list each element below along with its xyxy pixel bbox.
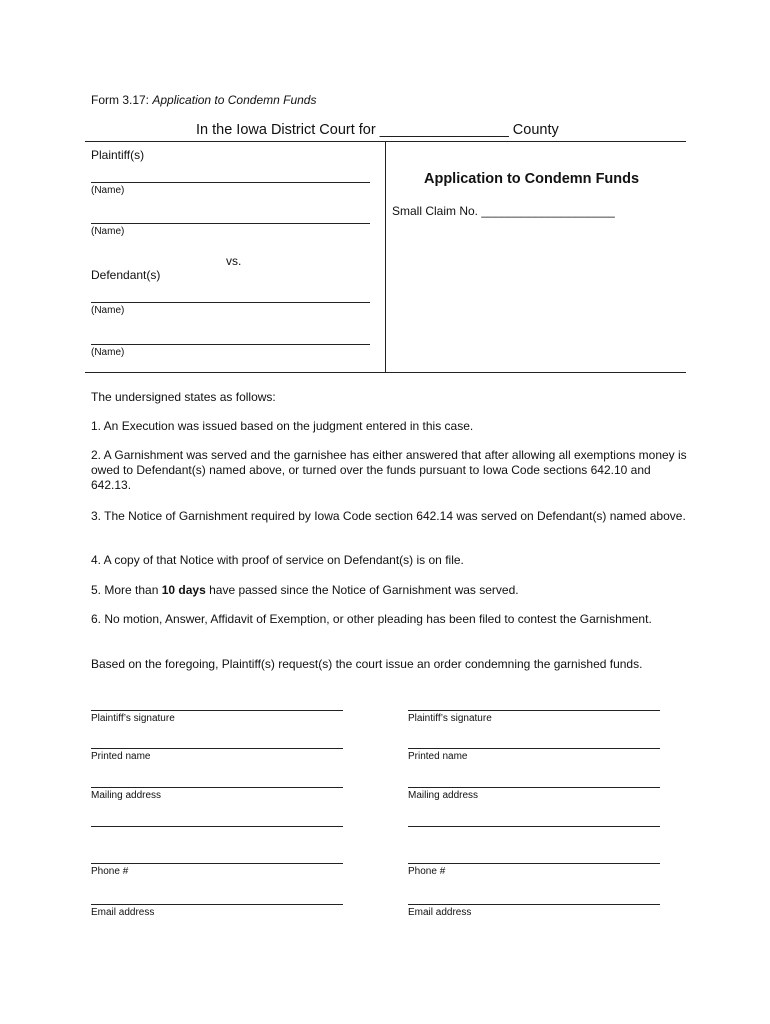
printed-name-line-left[interactable] — [91, 748, 343, 749]
defendant-label: Defendant(s) — [91, 268, 161, 282]
phone-line-left[interactable] — [91, 863, 343, 864]
intro-text: The undersigned states as follows: — [91, 390, 276, 404]
phone-line-right[interactable] — [408, 863, 660, 864]
form-number-title — [91, 93, 316, 107]
printed-name-caption-right: Printed name — [408, 751, 468, 762]
caption-bottom-rule — [85, 372, 686, 373]
printed-name-caption-left: Printed name — [91, 751, 151, 762]
form-number: Form 3.17: — [91, 93, 150, 107]
name-caption: (Name) — [91, 347, 125, 358]
plaintiff-label: Plaintiff(s) — [91, 148, 145, 162]
caption-divider — [385, 141, 386, 373]
paragraph-4: 4. A copy of that Notice with proof of service on Defendant(s) is on file. — [91, 553, 464, 567]
paragraph-5 — [91, 583, 691, 598]
defendant-name-line-1[interactable] — [91, 302, 370, 303]
plaintiff-name-line-2[interactable] — [91, 223, 370, 224]
mailing-address-line-2-right[interactable] — [408, 826, 660, 827]
form-title: Application to Condemn Funds — [152, 93, 317, 107]
mailing-address-line-2-left[interactable] — [91, 826, 343, 827]
application-title: Application to Condemn Funds — [424, 171, 640, 187]
email-line-left[interactable] — [91, 904, 343, 905]
plaintiff-name-line-1[interactable] — [91, 182, 370, 183]
paragraph-6: 6. No motion, Answer, Affidavit of Exemption, or other pleading has been filed to contest the Garnishment. — [91, 612, 652, 626]
email-caption-left: Email address — [91, 907, 155, 918]
signature-line-right[interactable] — [408, 710, 660, 711]
signature-caption-right: Plaintiff’s signature — [408, 713, 492, 724]
name-caption: (Name) — [91, 185, 125, 196]
email-caption-right: Email address — [408, 907, 472, 918]
paragraph-2: 2. A Garnishment was served and the garnishee has either answered that after allowing all exemptions money is owed to Defendant(s) named above, or turned over the funds pursuant to Iowa Code sections 642.10 and 642.13. — [91, 448, 687, 492]
paragraph-1: 1. An Execution was issued based on the judgment entered in this case. — [91, 419, 474, 433]
name-caption: (Name) — [91, 226, 125, 237]
small-claim-number-field[interactable]: Small Claim No. ____________________ — [392, 204, 615, 218]
signature-line-left[interactable] — [91, 710, 343, 711]
mailing-address-caption-right: Mailing address — [408, 790, 479, 801]
signature-caption-left: Plaintiff’s signature — [91, 713, 175, 724]
paragraph-5-post: have passed since the Notice of Garnishment was served. — [205, 583, 519, 597]
paragraph-5-bold: 10 days — [161, 583, 206, 597]
defendant-name-line-2[interactable] — [91, 344, 370, 345]
phone-caption-right: Phone # — [408, 866, 446, 877]
mailing-address-caption-left: Mailing address — [91, 790, 162, 801]
name-caption: (Name) — [91, 305, 125, 316]
mailing-address-line-right[interactable] — [408, 787, 660, 788]
phone-caption-left: Phone # — [91, 866, 129, 877]
conclusion-text: Based on the foregoing, Plaintiff(s) request(s) the court issue an order condemning the garnished funds. — [91, 657, 643, 671]
vs-label: vs. — [226, 254, 242, 268]
paragraph-3: 3. The Notice of Garnishment required by Iowa Code section 642.14 was served on Defendant(s) named above. — [91, 509, 686, 523]
paragraph-5-pre: 5. More than — [91, 583, 162, 597]
printed-name-line-right[interactable] — [408, 748, 660, 749]
email-line-right[interactable] — [408, 904, 660, 905]
mailing-address-line-left[interactable] — [91, 787, 343, 788]
court-line: In the Iowa District Court for ________________ County — [196, 122, 559, 138]
